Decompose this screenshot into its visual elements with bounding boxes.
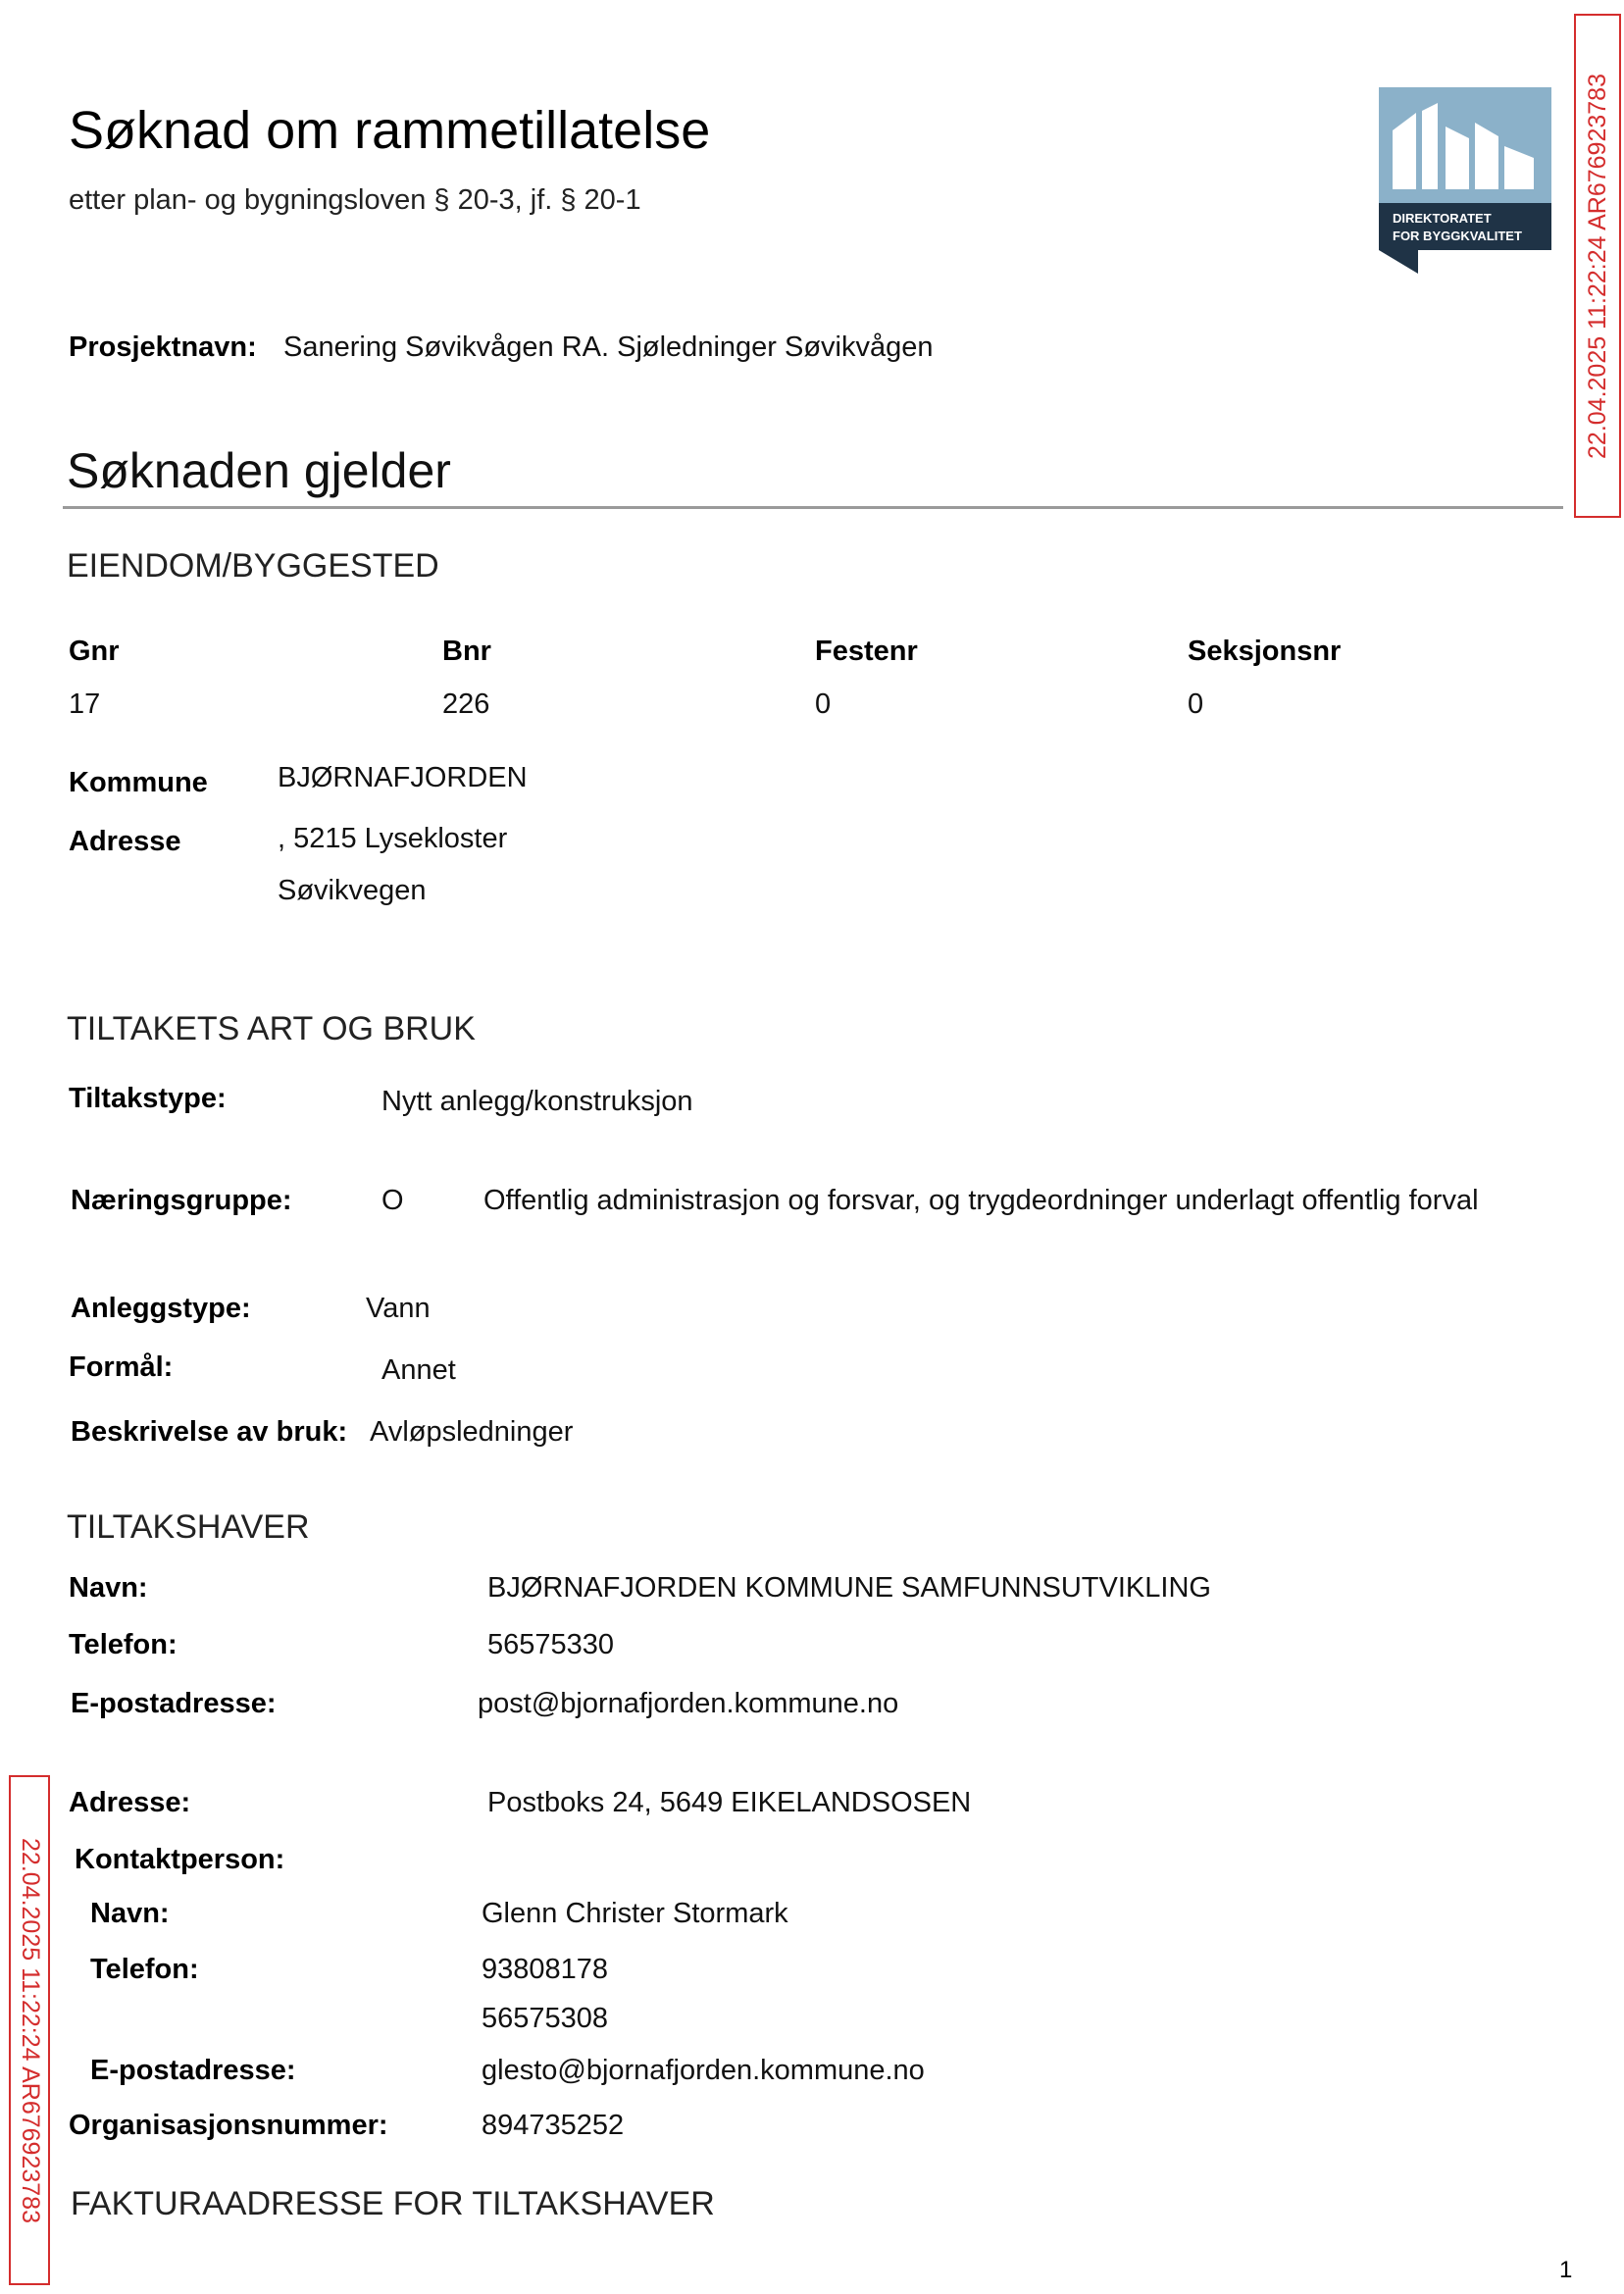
owner-telefon-value: 56575330: [487, 1629, 615, 1660]
date-stamp-top: [1574, 14, 1621, 518]
page-number: 1: [1559, 2257, 1573, 2283]
beskrivelse-value: Avløpsledninger: [370, 1416, 574, 1448]
anleggstype-label: Anleggstype:: [71, 1293, 251, 1324]
adresse-line1: , 5215 Lysekloster: [278, 823, 508, 854]
owner-navn-value: BJØRNAFJORDEN KOMMUNE SAMFUNNSUTVIKLING: [487, 1572, 1211, 1604]
kontakt-navn-label: Navn:: [90, 1898, 170, 1929]
naeringsgruppe-text: Offentlig administrasjon og forsvar, og trygdeordninger underlagt offentlig forval: [483, 1185, 1479, 1216]
seksjonsnr-value: 0: [1188, 688, 1204, 720]
bnr-value: 226: [442, 688, 490, 720]
document-subtitle: etter plan- og bygningsloven § 20-3, jf. § 20-1: [69, 184, 641, 216]
owner-telefon-label: Telefon:: [69, 1629, 178, 1660]
gnr-label: Gnr: [69, 636, 120, 667]
owner-adresse-value: Postboks 24, 5649 EIKELANDSOSEN: [487, 1787, 972, 1818]
kontakt-telefon-label: Telefon:: [90, 1954, 199, 1985]
project-value: Sanering Søvikvågen RA. Sjøledninger Søvikvågen: [283, 331, 934, 363]
property-heading: EIENDOM/BYGGESTED: [67, 547, 439, 585]
bnr-label: Bnr: [442, 636, 491, 667]
formal-value: Annet: [381, 1354, 456, 1386]
owner-adresse-label: Adresse:: [69, 1787, 191, 1818]
kontakt-epost-value: glesto@bjornafjorden.kommune.no: [482, 2055, 925, 2086]
date-stamp-left: [9, 1775, 50, 2285]
kontakt-telefon1-value: 93808178: [482, 1954, 609, 1985]
orgnr-value: 894735252: [482, 2110, 625, 2141]
owner-heading: TILTAKSHAVER: [67, 1508, 310, 1546]
section-title: Søknaden gjelder: [67, 443, 451, 498]
kontakt-epost-label: E-postadresse:: [90, 2055, 296, 2086]
naeringsgruppe-label: Næringsgruppe:: [71, 1185, 292, 1216]
festenr-value: 0: [815, 688, 832, 720]
invoice-heading: FAKTURAADRESSE FOR TILTAKSHAVER: [71, 2185, 715, 2222]
kommune-value: BJØRNAFJORDEN: [278, 762, 528, 793]
kontakt-navn-value: Glenn Christer Stormark: [482, 1898, 788, 1929]
project-label: Prosjektnavn:: [69, 331, 257, 363]
tiltakstype-label: Tiltakstype:: [69, 1083, 227, 1114]
owner-navn-label: Navn:: [69, 1572, 148, 1604]
adresse-label: Adresse: [69, 826, 181, 857]
anleggstype-value: Vann: [366, 1293, 431, 1324]
kommune-label: Kommune: [69, 767, 208, 798]
festenr-label: Festenr: [815, 636, 918, 667]
seksjonsnr-label: Seksjonsnr: [1188, 636, 1342, 667]
logo-line2: FOR BYGGKVALITET: [1393, 229, 1522, 243]
owner-epost-value: post@bjornafjorden.kommune.no: [478, 1688, 899, 1719]
stamp-text: 22.04.2025 11:22:24 AR676923783: [1583, 73, 1611, 459]
formal-label: Formål:: [69, 1351, 174, 1383]
orgnr-label: Organisasjonsnummer:: [69, 2110, 388, 2141]
beskrivelse-label: Beskrivelse av bruk:: [71, 1416, 348, 1448]
kontakt-telefon2-value: 56575308: [482, 2003, 609, 2034]
owner-epost-label: E-postadresse:: [71, 1688, 277, 1719]
section-divider: [63, 506, 1563, 509]
measure-heading: TILTAKETS ART OG BRUK: [67, 1010, 476, 1047]
logo-line1: DIREKTORATET: [1393, 211, 1492, 226]
document-title: Søknad om rammetillatelse: [69, 101, 711, 160]
kontaktperson-label: Kontaktperson:: [75, 1844, 285, 1875]
stamp-text: 22.04.2025 11:22:24 AR676923783: [16, 1837, 44, 2223]
tiltakstype-value: Nytt anlegg/konstruksjon: [381, 1086, 693, 1117]
naeringsgruppe-code: O: [381, 1185, 404, 1216]
dibk-logo-icon: [1379, 87, 1551, 274]
gnr-value: 17: [69, 688, 101, 720]
adresse-line2: Søvikvegen: [278, 875, 427, 906]
